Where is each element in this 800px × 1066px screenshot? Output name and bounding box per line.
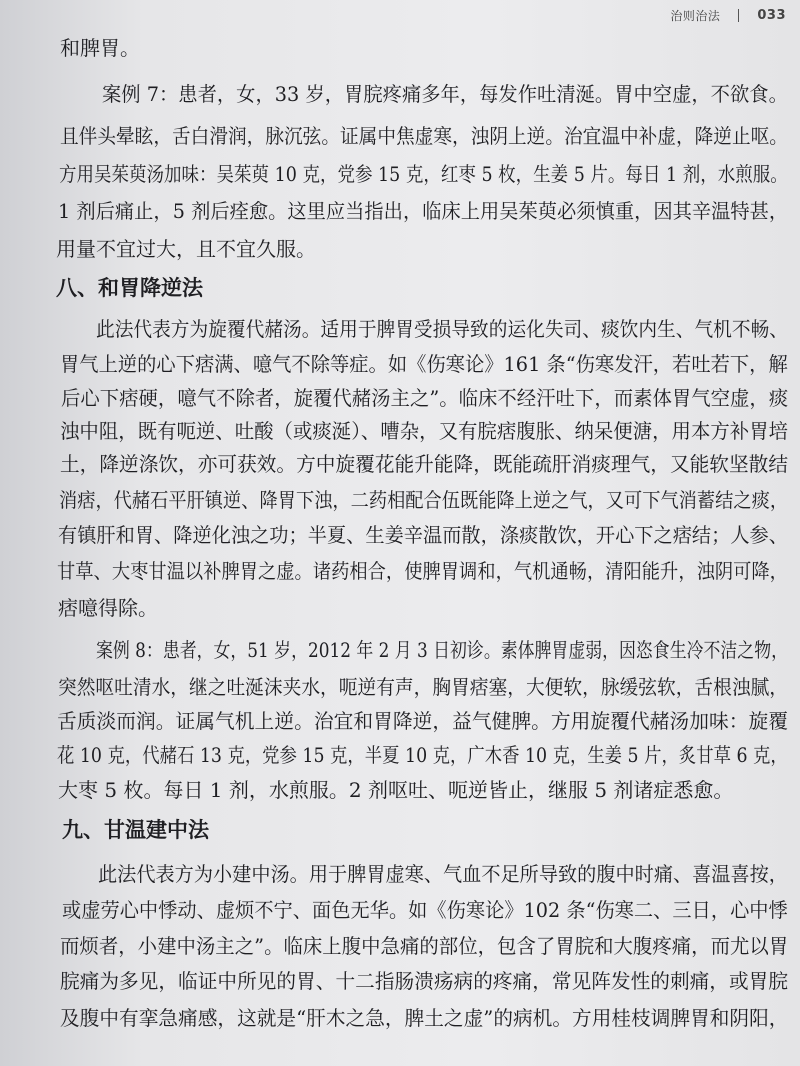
text-line: 舌质淡而润。证属气机上逆。治宜和胃降逆，益气健脾。方用旋覆代赭汤加味：旋覆 [57, 709, 788, 733]
case-8-line: 案例 8：患者，女，51 岁，2012 年 2 月 3 日初诊。素体脾胃虚弱，因恣食生冷不洁之物， [96, 638, 788, 662]
text-line: 且伴头晕眩，舌白滑润，脉沉弦。证属中焦虚寒，浊阴上逆。治宜温中补虚，降逆止呕。 [60, 124, 788, 148]
running-header [670, 4, 786, 26]
text-line: 消痞，代赭石平肝镇逆、降胃下浊，二药相配合伍既能降上逆之气，又可下气消蓄结之痰， [59, 488, 789, 512]
page-number: 033 [757, 7, 786, 23]
section-heading-8: 八、和胃降逆法 [56, 276, 203, 300]
text-line: 甘草、大枣甘温以补脾胃之虚。诸药相合，使脾胃调和，气机通畅，清阳能升，浊阴可降， [57, 559, 788, 583]
text-line: 用量不宜过大，且不宜久服。 [56, 237, 316, 261]
text-line: 或虚劳心中悸动、虚烦不宁、面色无华。如《伤寒论》102 条“伤寒二、三日，心中悸 [62, 898, 788, 922]
header-divider [738, 9, 739, 22]
text-line: 及腹中有挛急痛感，这就是“肝木之急，脾土之虚”的病机。方用桂枝调脾胃和阴阳， [60, 1006, 789, 1030]
text-line: 浊中阻，既有呃逆、吐酸（或痰涎）、嘈杂，又有脘痞腹胀、纳呆便溏，用本方补胃培 [60, 419, 789, 443]
text-line: 1 剂后痛止，5 剂后痊愈。这里应当指出，临床上用吴茱萸必须慎重，因其辛温特甚， [58, 199, 789, 223]
text-line: 和脾胃。 [60, 36, 140, 60]
text-line: 后心下痞硬，噫气不除者，旋覆代赭汤主之”。临床不经汗吐下，而素体胃气空虚，痰 [61, 386, 789, 410]
text-line: 有镇肝和胃、降逆化浊之功；半夏、生姜辛温而散，涤痰散饮，开心下之痞结；人参、 [58, 523, 788, 547]
section-title: 治则治法 [670, 8, 721, 23]
section-heading-9: 九、甘温建中法 [62, 818, 209, 842]
text-line: 胃气上逆的心下痞满、噫气不除等症。如《伤寒论》161 条“伤寒发汗，若吐若下，解 [60, 352, 788, 376]
text-line: 花 10 克，代赭石 13 克，党参 15 克，半夏 10 克，广木香 10 克，生姜 5 片，炙甘草 6 克， [57, 743, 788, 767]
text-line: 而烦者，小建中汤主之”。临床上腹中急痛的部位，包含了胃脘和大腹疼痛，而尤以胃 [60, 934, 789, 958]
text-line: 突然呕吐清水，继之吐涎沫夹水，呃逆有声，胸胃痞塞，大便软，脉缓弦软，舌根浊腻， [58, 675, 789, 699]
text-line: 此法代表方为小建中汤。用于脾胃虚寒、气血不足所导致的腹中时痛、喜温喜按， [98, 862, 788, 886]
case-7-line: 案例 7：患者，女，33 岁，胃脘疼痛多年，每发作吐清涎。胃中空虚，不欲食。 [102, 82, 788, 106]
text-line: 土，降逆涤饮，亦可获效。方中旋覆花能升能降，既能疏肝消痰理气，又能软坚散结 [60, 452, 789, 476]
text-line: 方用吴茱萸汤加味：吴茱萸 10 克，党参 15 克，红枣 5 枚，生姜 5 片。每日 1 剂，水煎服。 [59, 162, 788, 186]
text-line: 脘痛为多见，临证中所见的胃、十二指肠溃疡病的疼痛，常见阵发性的刺痛，或胃脘 [60, 969, 789, 993]
text-line: 痞噫得除。 [58, 596, 158, 620]
text-line: 大枣 5 枚。每日 1 剂，水煎服。2 剂呕吐、呃逆皆止，继服 5 剂诸症悉愈。 [58, 778, 734, 802]
text-line: 此法代表方为旋覆代赭汤。适用于脾胃受损导致的运化失司、痰饮内生、气机不畅、 [96, 317, 788, 341]
